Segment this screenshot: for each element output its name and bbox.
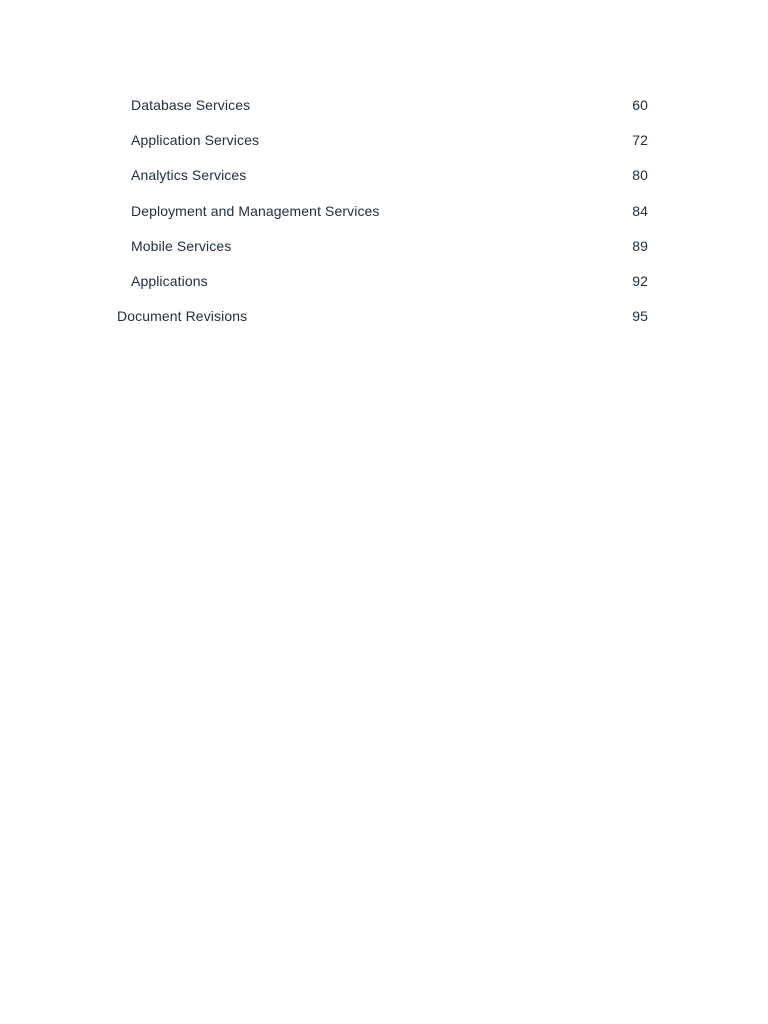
toc-entry-title: Database Services bbox=[131, 97, 251, 113]
toc-entry-title: Application Services bbox=[131, 132, 260, 149]
table-of-contents bbox=[117, 88, 648, 334]
toc-entry-analytics-services[interactable] bbox=[117, 158, 648, 193]
toc-entry-title: Mobile Services bbox=[131, 237, 232, 254]
toc-entry-page-number: 80 bbox=[632, 167, 648, 184]
toc-entry-page-number: 92 bbox=[632, 272, 648, 289]
toc-entry-deployment-and-management-services[interactable] bbox=[117, 194, 648, 229]
toc-entry-database-services[interactable] bbox=[117, 88, 648, 123]
toc-entry-title: Analytics Services bbox=[131, 167, 247, 184]
toc-entry-applications[interactable] bbox=[117, 264, 648, 299]
toc-entry-title: Deployment and Management Services bbox=[131, 202, 380, 219]
toc-entry-page-number: 72 bbox=[632, 132, 648, 149]
toc-entry-title: Applications bbox=[131, 272, 208, 289]
toc-entry-mobile-services[interactable] bbox=[117, 229, 648, 264]
toc-entry-document-revisions[interactable] bbox=[117, 299, 648, 334]
toc-entry-page-number: 95 bbox=[632, 308, 648, 325]
toc-entry-page-number: 84 bbox=[632, 202, 648, 219]
toc-entry-title: Document Revisions bbox=[117, 308, 248, 325]
toc-entry-page-number: 89 bbox=[632, 237, 648, 254]
toc-entry-page-number: 60 bbox=[632, 97, 648, 113]
toc-entry-application-services[interactable] bbox=[117, 123, 648, 158]
